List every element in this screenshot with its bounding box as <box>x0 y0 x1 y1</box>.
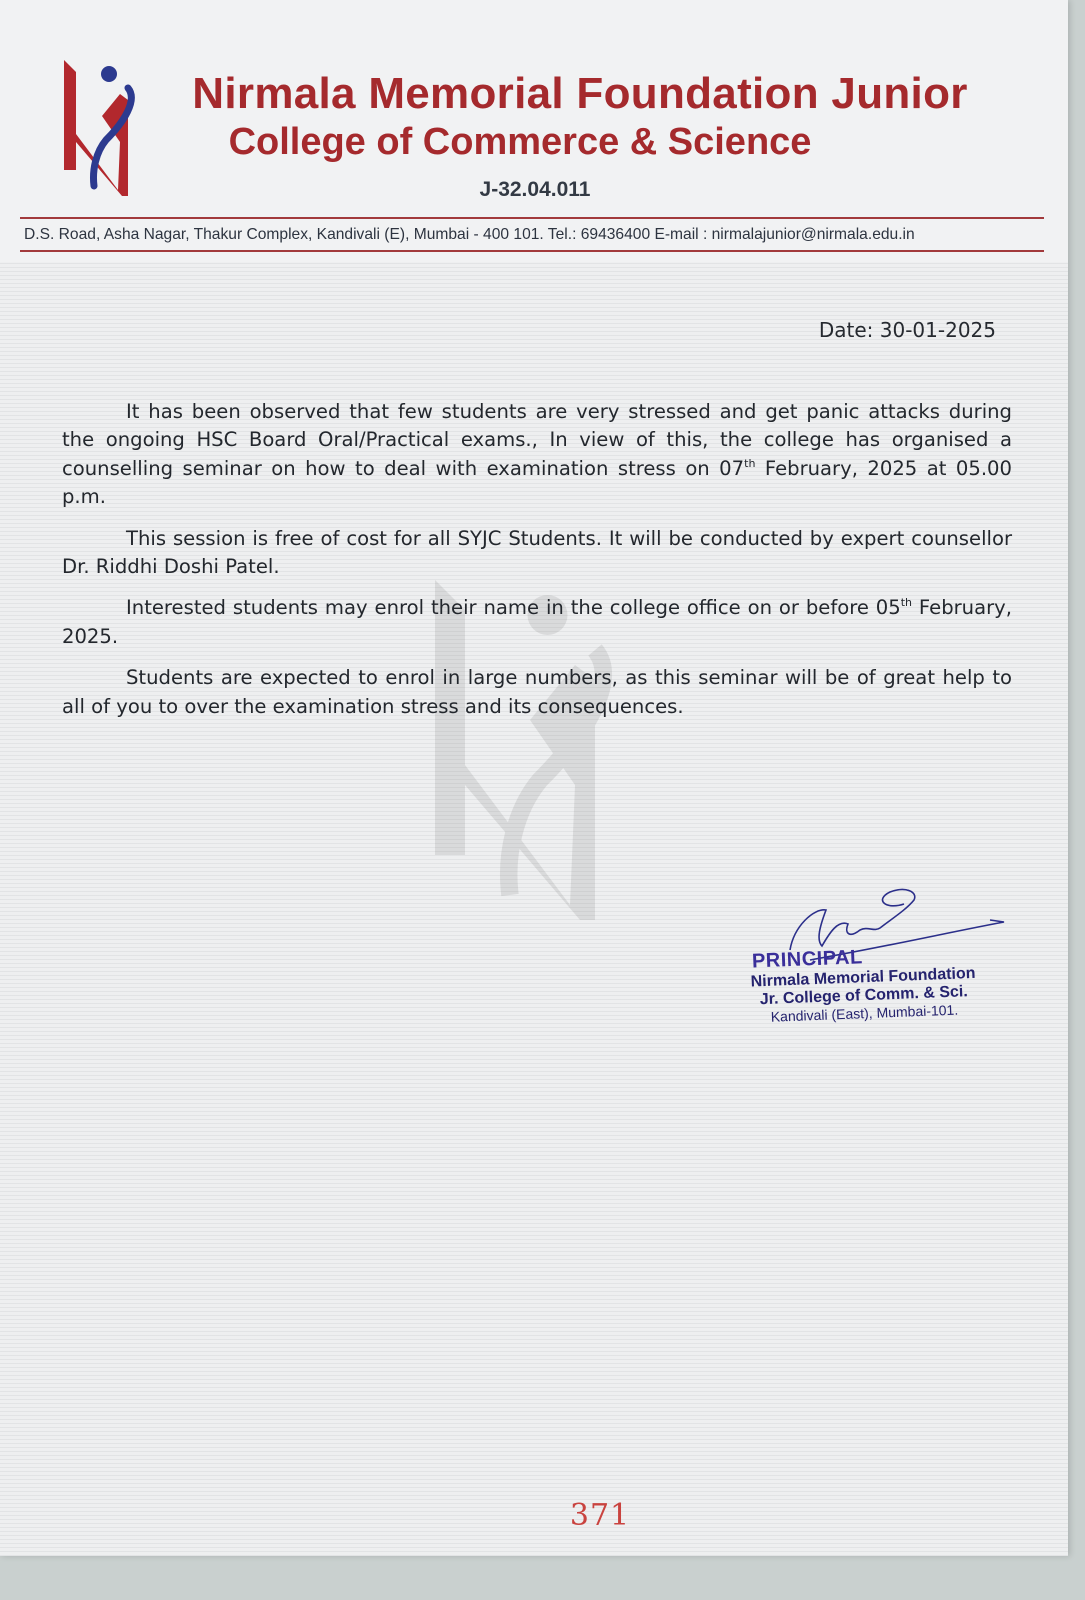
paragraph-3 <box>62 594 1012 651</box>
college-name <box>150 68 1010 164</box>
letter-body <box>62 398 1012 734</box>
paragraph-1 <box>62 398 1012 512</box>
paragraph-4: Students are expected to enrol in large numbers, as this seminar will be of great help to all of you to over the examination stress and its consequences. <box>62 666 1012 718</box>
ordinal-suffix: th <box>900 596 913 610</box>
paragraph-1-text-a: It has been observed that few students are very stressed and get panic attacks during the ongoing HSC Board Oral/Practical exams., In view of this, the college has organised a counselling seminar on how to deal with examination stress on 07 <box>62 400 1012 480</box>
stamp-title: PRINCIPAL <box>751 946 864 973</box>
paragraph-3-text-b: February, 2025. <box>62 596 1012 648</box>
college-address: D.S. Road, Asha Nagar, Thakur Complex, Kandivali (E), Mumbai - 400 101. Tel.: 69436400 E-mail : nirmalajunior@nirmala.edu.in <box>24 226 915 243</box>
paragraph-3-text-a: Interested students may enrol their name in the college office on or before 05 <box>126 596 901 620</box>
header-rule-bottom <box>20 250 1044 252</box>
header-rule-top <box>20 217 1044 219</box>
ordinal-suffix: th <box>744 456 756 470</box>
paragraph-1-text-b: February, 2025 at 05.00 p.m. <box>62 456 1012 509</box>
college-name-line1: Nirmala Memorial Foundation Junior <box>192 69 968 118</box>
college-code: J-32.04.011 <box>479 178 591 201</box>
stamp-line-2: Jr. College of Comm. & Sci. <box>759 983 969 1009</box>
ni-monogram-logo <box>62 60 142 196</box>
paragraph-2: This session is free of cost for all SYJC Students. It will be conducted by expert counsellor Dr. Riddhi Doshi Patel. <box>62 526 1012 579</box>
stamp-line-1: Nirmala Memorial Foundation <box>750 964 976 991</box>
stamp-line-3: Kandivali (East), Mumbai-101. <box>770 1001 959 1025</box>
page-number: 371 <box>569 1498 631 1533</box>
letter-date: Date: 30-01-2025 <box>818 318 996 342</box>
college-name-line2: College of Commerce & Science <box>228 121 812 163</box>
principal-stamp <box>712 940 1015 1026</box>
